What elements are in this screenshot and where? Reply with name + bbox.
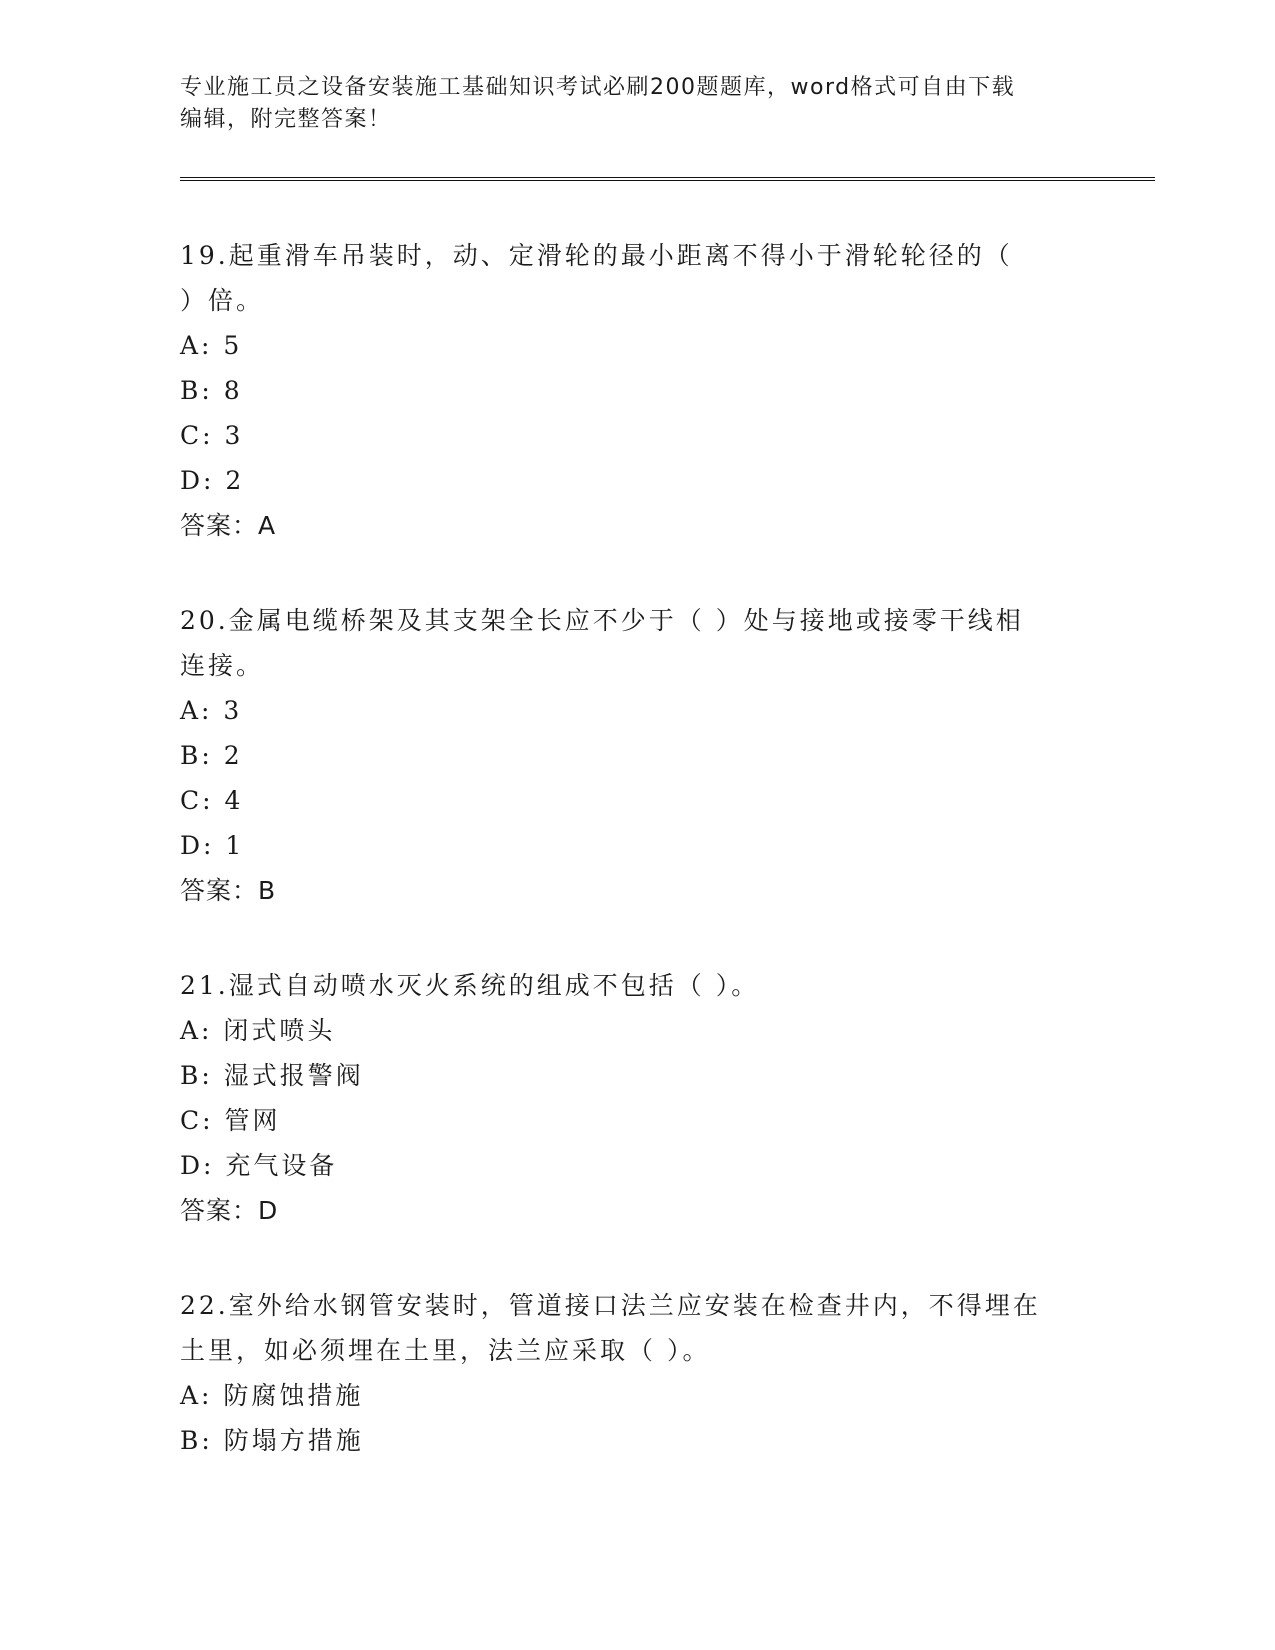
question-22 — [180, 1283, 1080, 1463]
option-b: B: 防塌方措施 — [180, 1426, 364, 1455]
option-b: B: 2 — [180, 741, 243, 770]
question-stem-line-1: 22.室外给水钢管安装时，管道接口法兰应安装在检查井内，不得埋在 — [180, 1291, 1041, 1320]
option-d: D: 1 — [180, 831, 245, 860]
header-title-line-2: 编辑，附完整答案！ — [180, 107, 392, 132]
option-b: B: 8 — [180, 376, 243, 405]
question-20 — [180, 598, 1080, 913]
question-stem-line-2: 土里，如必须埋在土里，法兰应采取（ ）。 — [180, 1336, 711, 1365]
option-b: B: 湿式报警阀 — [180, 1061, 364, 1090]
option-c: C: 3 — [180, 421, 244, 450]
question-stem-line-2: ）倍。 — [180, 286, 265, 315]
question-stem-line-1: 19.起重滑车吊装时，动、定滑轮的最小距离不得小于滑轮轮径的（ — [180, 241, 1013, 270]
option-a: A: 防腐蚀措施 — [180, 1381, 364, 1410]
option-a: A: 5 — [180, 331, 243, 360]
question-stem-line-2: 连接。 — [180, 651, 265, 680]
option-d: D: 充气设备 — [180, 1151, 338, 1180]
header-title-line-1: 专业施工员之设备安装施工基础知识考试必刷200题题库，word格式可自由下载 — [180, 75, 1016, 100]
option-c: C: 管网 — [180, 1106, 281, 1135]
question-stem-line-1: 20.金属电缆桥架及其支架全长应不少于（ ）处与接地或接零干线相 — [180, 606, 1024, 635]
question-19 — [180, 233, 1080, 548]
question-stem — [180, 1283, 1080, 1373]
question-21 — [180, 963, 1080, 1233]
answer-line: 答案：A — [180, 511, 277, 540]
answer-line: 答案：B — [180, 876, 277, 905]
document-header — [180, 72, 1060, 136]
question-stem — [180, 598, 1080, 688]
question-stem — [180, 233, 1080, 323]
header-double-rule — [180, 177, 1155, 181]
option-a: A: 3 — [180, 696, 243, 725]
question-stem — [180, 963, 1080, 1008]
answer-line: 答案：D — [180, 1196, 279, 1225]
option-c: C: 4 — [180, 786, 244, 815]
question-stem-line-1: 21.湿式自动喷水灭火系统的组成不包括（ ）。 — [180, 971, 760, 1000]
option-d: D: 2 — [180, 466, 245, 495]
option-a: A: 闭式喷头 — [180, 1016, 336, 1045]
